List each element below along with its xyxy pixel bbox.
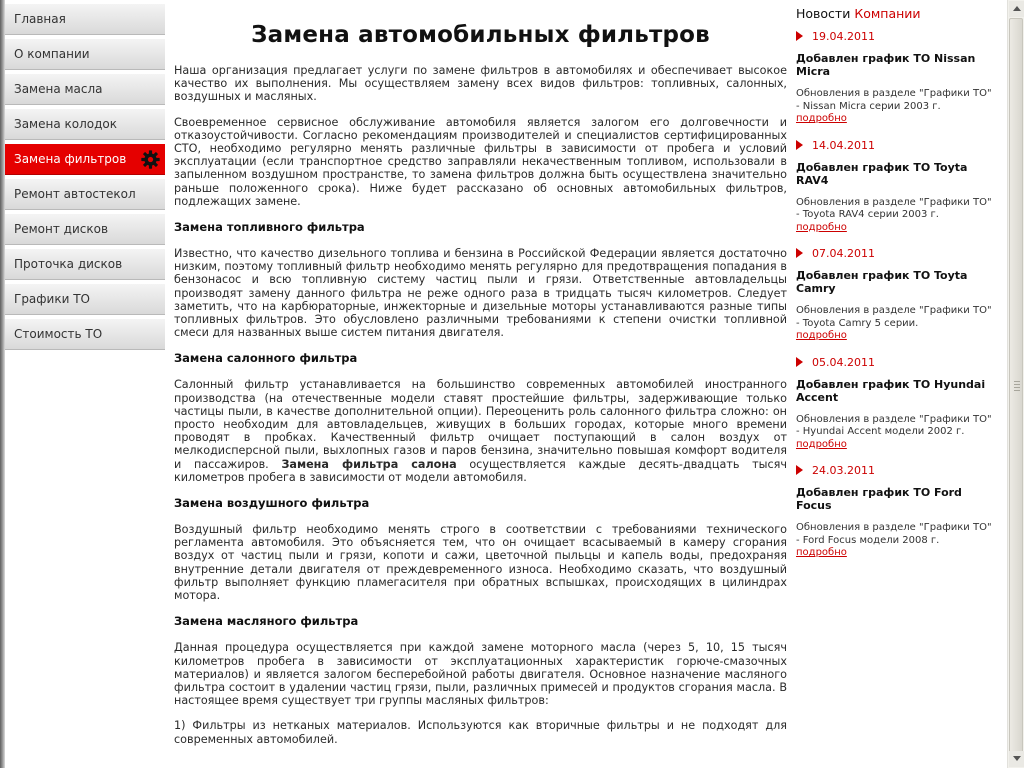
oil-filter-heading: Замена масляного фильтра [174, 614, 359, 629]
menu-item-about[interactable] [5, 39, 165, 70]
scroll-down-icon [1013, 756, 1021, 761]
news-more-link[interactable]: подробно [796, 330, 847, 341]
news-more-link[interactable]: подробно [796, 547, 847, 558]
news-title-prefix: Новости [796, 6, 851, 21]
scroll-down-button[interactable] [1009, 751, 1024, 767]
menu-item-label: Замена фильтров [14, 152, 127, 166]
menu-item-glass-repair[interactable] [5, 179, 165, 210]
news-item [796, 139, 996, 235]
menu-item-label: Проточка дисков [14, 257, 123, 271]
menu-item-label: Ремонт автостекол [14, 187, 136, 201]
news-date [796, 30, 996, 43]
news-headline: Добавлен график ТО Toyta RAV4 [796, 160, 968, 187]
grip-line [1014, 390, 1020, 391]
menu-item-home[interactable] [5, 4, 165, 35]
scroll-up-button[interactable] [1009, 1, 1024, 17]
cabin-filter-heading: Замена салонного фильтра [174, 351, 358, 366]
oil-filter-list-item: 1) Фильтры из нетканых материалов. Используются как вторичные фильтры и не подходят для современных автомобилей. [174, 719, 787, 746]
cabin-filter-bold: Замена фильтра салона [281, 457, 457, 471]
triangle-bullet-icon [796, 140, 803, 150]
grip-line [1014, 384, 1020, 385]
page-title: Замена автомобильных фильтров [251, 22, 710, 48]
triangle-bullet-icon [796, 465, 803, 475]
grip-line [1014, 381, 1020, 382]
intro-paragraph: Наша организация предлагает услуги по замене фильтров в автомобилях и обеспечивает высокое качество их выполнения. Мы осуществляем замену всех видов фильтров: топливных, салонных, воздушных и масляных. [174, 64, 787, 104]
news-headline: Добавлен график ТО Nissan Micra [796, 52, 976, 78]
oil-filter-text: Данная процедура осуществляется при каждой замене моторного масла (через 5, 10, 15 тысяч километров пробега в зависимости от эксплуатационных характеристик горюче-смазочных материалов) и является залогом бесперебойной работы двигателя. Основное назначение масляного фильтра состоит в удалении частиц грязи, пыли, различных примесей и продуктов сгорания масла. В настоящее время существует три группы масляных фильтров: [174, 641, 787, 708]
menu-item-label: Графики ТО [14, 292, 90, 306]
grip-line [1014, 387, 1020, 388]
news-item [796, 30, 996, 126]
news-date-text: 19.04.2011 [812, 30, 875, 43]
menu-item-filters[interactable] [5, 144, 165, 175]
main-content [174, 0, 787, 768]
news-text: Обновления в разделе "Графики ТО" - Toyota Camry 5 серии. [796, 305, 992, 329]
news-headline: Добавлен график ТО Ford Focus [796, 486, 962, 512]
news-date-text: 07.04.2011 [812, 247, 875, 260]
menu-item-disc-repair[interactable] [5, 214, 165, 245]
cabin-filter-text-main: Салонный фильтр устанавливается на большинство современных автомобилей иностранного производства (на отечественные модели ставят простейшие фильтры, задерживающие только частицы пыли, в качестве дополнительной опции). Переоценить роль салонного фильтра сложно: он просто необходим для автовладельцев, живущих в больших городах, которые много времени проводят в пробках. Качественный фильтр очищает поступающий в салон воздух от мелкодисперсной пыли, выхлопных газов и паров бензина, значительно повышая комфорт водителя и пассажиров. [174, 378, 787, 471]
vertical-scrollbar[interactable] [1007, 0, 1024, 768]
news-more-link[interactable]: подробно [796, 221, 847, 233]
menu-item-disc-turning[interactable] [5, 249, 165, 280]
menu-item-label: Замена колодок [14, 117, 117, 131]
news-headline: Добавлен график ТО Toyta Camry [796, 269, 968, 295]
cabin-filter-text [174, 378, 787, 484]
menu-list [5, 4, 165, 354]
news-more-link[interactable]: подробно [796, 113, 847, 124]
news-item [796, 247, 996, 343]
news-title-accent: Компании [854, 6, 921, 21]
triangle-bullet-icon [796, 357, 803, 367]
triangle-bullet-icon [796, 248, 803, 258]
news-date [796, 247, 996, 260]
news-text: Обновления в разделе "Графики ТО" - Ford Focus модели 2008 г. [796, 522, 992, 546]
scrollbar-thumb[interactable] [1009, 18, 1023, 754]
triangle-bullet-icon [796, 31, 803, 41]
menu-item-label: Главная [14, 12, 66, 26]
news-text: Обновления в разделе "Графики ТО" - Nissan Micra серии 2003 г. [796, 88, 992, 112]
news-text: Обновления в разделе "Графики ТО" - Hyundai Accent модели 2002 г. [796, 413, 992, 437]
news-date [796, 464, 996, 477]
news-headline: Добавлен график ТО Hyundai Accent [796, 377, 986, 404]
scroll-up-icon [1013, 6, 1021, 11]
intro-paragraph-2: Своевременное сервисное обслуживание автомобиля является залогом его долговечности и отказоустойчивости. Согласно рекомендациям производителей и специалистов сертифицированных СТО, необходимо регулярно менять различные фильтры в зависимости от пробега и условий эксплуатации (если транспортное средство заправляли некачественным топливом, использовали в запыленном воздушном пространстве, то замена фильтров должна быть осуществлена значительно раньше положенного срока). Ниже будет рассказано об основных автомобильных фильтров, подлежащих замене. [174, 115, 787, 208]
menu-item-label: Стоимость ТО [14, 327, 103, 341]
news-date-text: 05.04.2011 [812, 355, 875, 369]
news-text: Обновления в разделе "Графики ТО" - Toyota RAV4 серии 2003 г. [796, 196, 992, 220]
cabin-filter-text-end: осуществляется каждые десять-двадцать тысяч километров пробега в зависимости от модели автомобиля. [174, 457, 787, 484]
news-date-text: 14.04.2011 [812, 138, 875, 152]
news-item [796, 356, 996, 452]
air-filter-text: Воздушный фильтр необходимо менять строго в соответствии с требованиями технического регламента автомобиля. Это объясняется тем, что он очищает всасываемый в камеру сгорания воздух от частиц пыли и грязи, копоти и сажи, цветочной пыльцы и капель воды, предохраняя внутренние детали двигателя от преждевременного износа. Необходимо сказать, что воздушный фильтр выполняет функцию пламегасителя при обратных вспышках, происходящих в цилиндрах мотора. [174, 523, 787, 603]
menu-item-schedules[interactable] [5, 284, 165, 315]
menu-item-label: О компании [14, 47, 90, 61]
menu-item-label: Ремонт дисков [14, 222, 109, 236]
menu-item-service-cost[interactable] [5, 319, 165, 350]
fuel-filter-text: Известно, что качество дизельного топлива и бензина в Российской Федерации является достаточно низким, поэтому топливный фильтр необходимо менять регулярно для предотвращения попадания в бензонасос и всю топливную систему частиц пыли и грязи. Ответственные автовладельцы производят замену данного фильтра не реже одного раза в тридцать тысяч километров. Следует заметить, что на карбюраторные, инжекторные и дизельные моторы устанавливаются разные типы топливных фильтров. Это обусловлено различными требованиями к степени очистки топливной смеси для названных выше систем питания двигателя. [174, 247, 787, 340]
menu-item-label: Замена масла [14, 82, 103, 96]
news-date-text: 24.03.2011 [812, 464, 875, 477]
left-menu [0, 0, 166, 768]
news-item [796, 464, 996, 560]
news-panel [796, 6, 996, 573]
news-more-link[interactable]: подробно [796, 438, 847, 450]
menu-item-oil-change[interactable] [5, 74, 165, 105]
news-title [796, 6, 996, 21]
air-filter-heading: Замена воздушного фильтра [174, 496, 370, 511]
gear-icon [140, 149, 161, 170]
news-date [796, 139, 996, 152]
news-date [796, 356, 996, 369]
menu-item-brake-pads[interactable] [5, 109, 165, 140]
fuel-filter-heading: Замена топливного фильтра [174, 220, 365, 235]
